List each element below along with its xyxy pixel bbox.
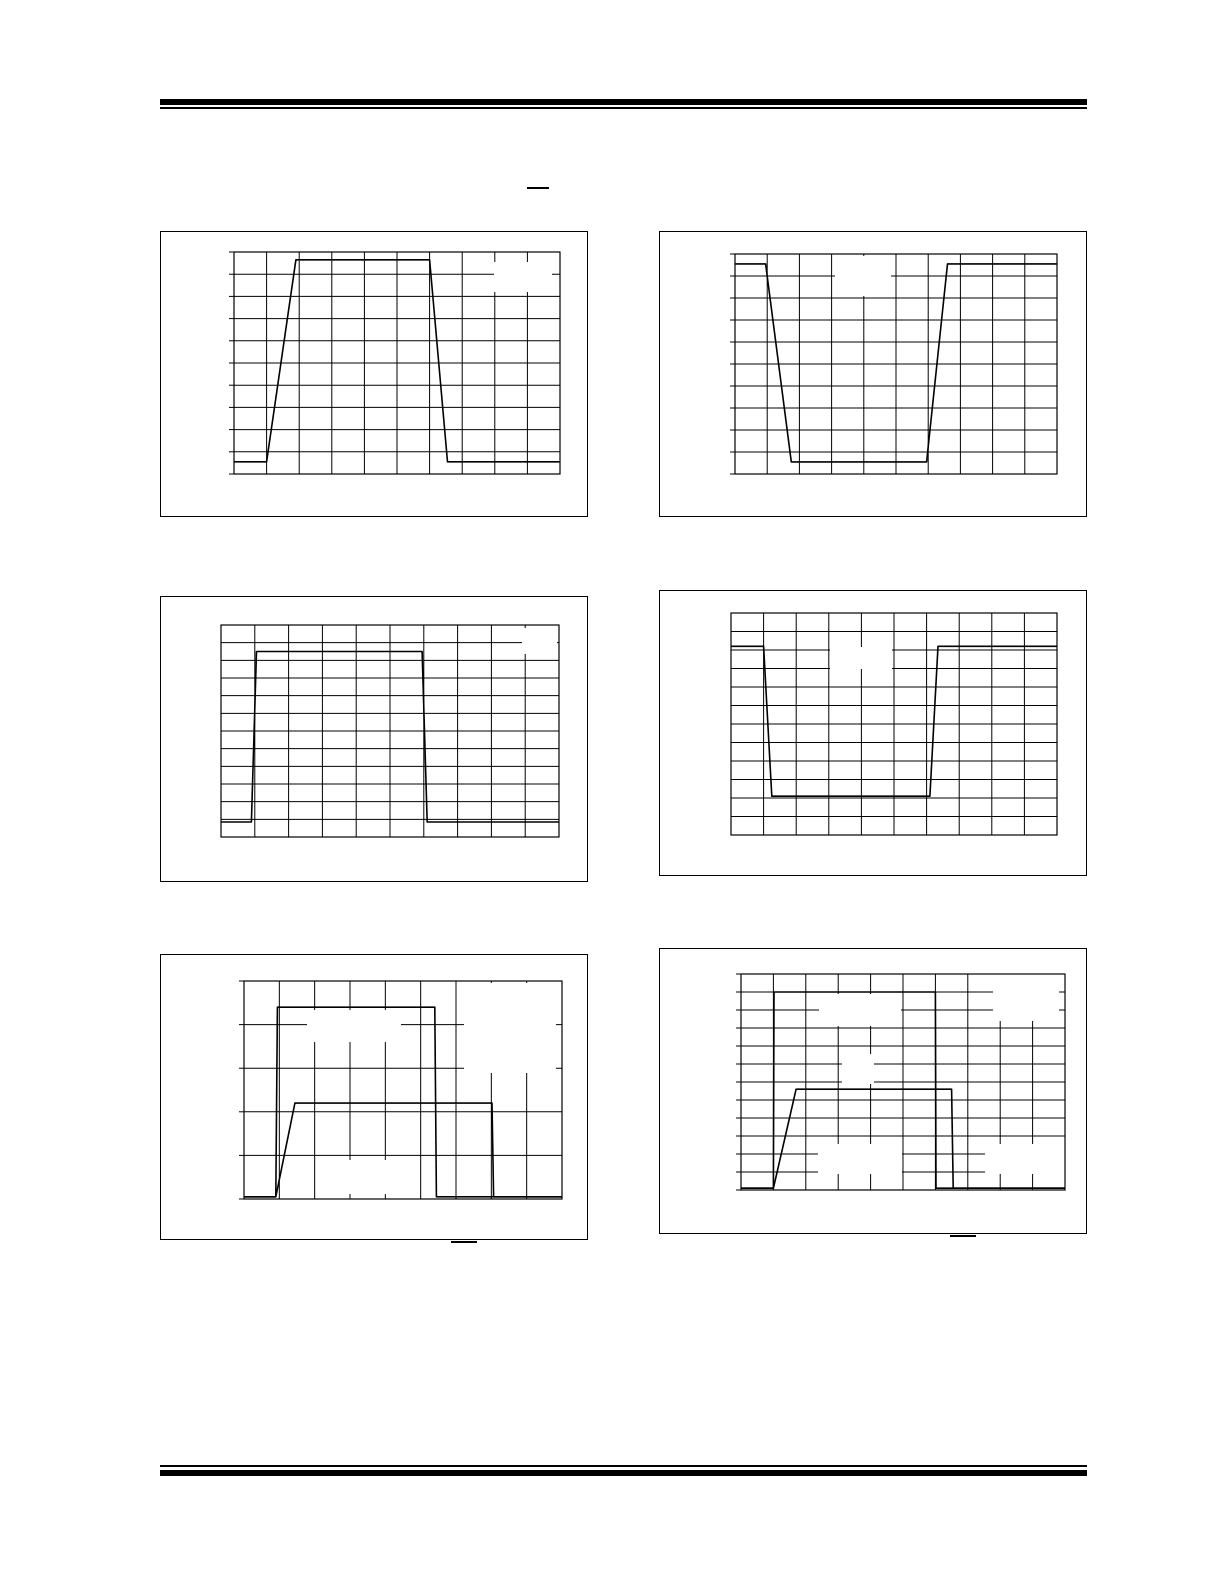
footer-rule-thick: [160, 1470, 1087, 1476]
annotation-box: [818, 1144, 902, 1174]
chart-fig-c: [161, 597, 589, 883]
header-rule-thick: [160, 99, 1087, 105]
annotation-box: [993, 973, 1059, 1021]
figure-panel: [659, 590, 1087, 876]
annotation-box: [333, 1160, 413, 1194]
figure-panel: [160, 596, 588, 882]
annotation-box: [464, 983, 556, 1073]
annotation-box: [842, 1054, 874, 1084]
chart-fig-e: [161, 955, 589, 1241]
figure-panel: [160, 231, 588, 517]
annotation-box: [830, 647, 892, 669]
figure-panel: [160, 954, 588, 1240]
figure-panel: [659, 231, 1087, 517]
annotation-box: [985, 1144, 1067, 1174]
figure-panel: [659, 948, 1087, 1234]
overbar-mark: [527, 187, 549, 189]
chart-fig-a: [161, 232, 589, 518]
annotation-box: [307, 1010, 401, 1042]
chart-fig-f: [660, 949, 1088, 1235]
annotation-box: [835, 256, 891, 296]
header-rule-thin: [160, 107, 1087, 109]
footer-rule-thin: [160, 1465, 1087, 1467]
annotation-box: [819, 994, 901, 1026]
chart-fig-b: [660, 232, 1088, 518]
overbar-mark: [950, 1235, 976, 1237]
annotation-box: [494, 262, 552, 292]
overbar-mark: [451, 1241, 477, 1243]
annotation-box: [522, 628, 557, 654]
chart-fig-d: [660, 591, 1088, 877]
